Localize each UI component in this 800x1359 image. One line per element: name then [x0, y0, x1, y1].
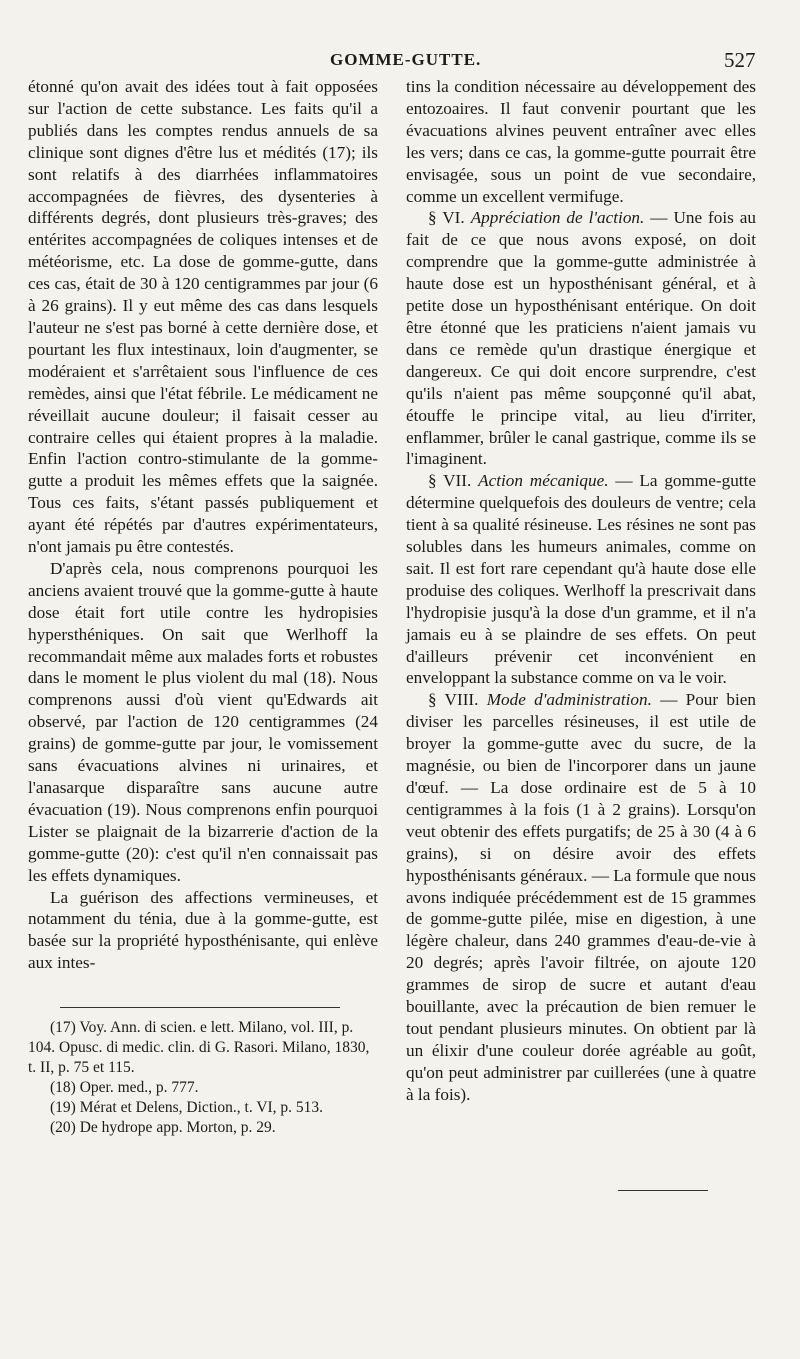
section-title: Appréciation de l'action. — [470, 208, 645, 228]
paragraph: étonné qu'on avait des idées tout à fait opposées sur l'action de cette substance. Les faits qu'il a publiés dans les comptes rendus annuels de sa clinique sont dignes d'être lus et médités (17); ils sont relatifs à des diarrhées inflammatoires accompagnées de fièvres, des dysenteries à différents degrés, dont plusieurs très-graves; des entérites accompagnées de coliques intenses et de météorisme, etc. La dose de gomme-gutte, dans ces cas, était de 30 à 120 centigrammes par jour (6 à 26 grains). Il y eut même des cas dans lesquels l'auteur ne s'est pas borné à cette dernière dose, et pourtant les flux intestinaux, loin d'augmenter, se modéraient et s'arrêtaient sous l'influence de ces remèdes, ainsi que l'état fébrile. Le médicament ne réveillait aucune douleur; il faisait cesser au contraire celles qui étaient propres à la maladie. Enfin l'action contro-stimulante de la gomme-gutte a produit les mêmes effets que la saignée. Tous ces faits, s'étant passés publiquement et ayant été répétés par d'autres expérimentateurs, n'ont jamais pu être contestés. — [28, 77, 378, 557]
section-title: Mode d'administration. — [486, 690, 652, 710]
section-vi — [406, 207, 756, 470]
page-header — [0, 48, 800, 74]
page-number: 527 — [724, 48, 756, 72]
section-text: — La gomme-gutte détermine quelquefois des douleurs de ventre; cela tient à sa qualité résineuse. Les résines ne sont pas solubles dans les humeurs animales, comme on sait. Il est fort rare cependant qu'à haute dose elle produise des coliques. Werlhoff la prescrivait dans l'hydropisie jusqu'à la dose d'un gramme, et il n'a jamais eu à se plaindre de ses effets. On peut d'ailleurs prévenir cet inconvénient en enveloppant la substance comme on va le voir. — [406, 471, 756, 688]
paragraph: tins la condition nécessaire au développement des entozoaires. Il faut convenir pourtant que les évacuations alvines peuvent entraîner avec elles les vers; dans ce cas, la gomme-gutte pourrait être envisagée, sous un point de vue secondaire, comme un excellent vermifuge. — [406, 77, 756, 206]
section-text: — Une fois au fait de ce que nous avons exposé, on doit comprendre que la gomme-gutte administrée à haute dose est un hyposthénisant général, et à petite dose un hyposthénisant entérique. On doit être étonné que les praticiens n'aient jamais vu dans ce remède qu'un drastique énergique et dangereux. Ce qui doit encore surprendre, c'est qu'ils n'aient pas même soupçonné qu'il abat, étouffe le principe vital, au lieu d'irriter, enflammer, brûler le canal gastrique, comme ils se l'imaginent. — [406, 208, 757, 469]
footnote: (17) Voy. Ann. di scien. e lett. Milano, vol. III, p. 104. Opusc. di medic. clin. di G. Rasori. Milano, 1830, t. II, p. 75 et 115. — [28, 1019, 370, 1076]
section-number: § VI. — [428, 208, 465, 228]
paragraph: D'après cela, nous comprenons pourquoi les anciens avaient trouvé que la gomme-gutte à haute dose était fort utile contre les hydropisies hypersthéniques. On sait que Werlhoff la recommandait même aux malades forts et robustes dans le moment le plus violent du mal (18). Nous comprenons aussi d'où vient qu'Edwards ait observé, par l'action de 120 centigrammes (24 grains) de gomme-gutte par jour, le vomissement sans évacuations alvines ni urinaires, et l'anasarque disparaître sans aucune autre évacuation (19). Nous comprenons enfin pourquoi Lister se plaignait de la bizarrerie d'action de la gomme-gutte (20): c'est qu'il n'en connaissait pas les effets dynamiques. — [28, 558, 378, 885]
footnote: (19) Mérat et Delens, Diction., t. VI, p. 513. — [50, 1099, 324, 1116]
section-vii — [406, 470, 756, 689]
running-title: GOMME-GUTTE. — [330, 50, 482, 69]
section-number: § VII. — [428, 471, 472, 491]
section-text: — Pour bien diviser les parcelles résineuses, il est utile de broyer la gomme-gutte avec du sucre, de la magnésie, ou bien de l'incorporer dans un jaune d'œuf. — La dose ordinaire est de 5 à 10 centigrammes à la fois (1 à 2 grains). Lorsqu'on veut obtenir des effets purgatifs; de 25 à 30 (4 à 6 grains), si on désire avoir des effets hyposthénisants généraux. — La formule que nous avons indiquée précédemment est de 15 grammes de gomme-gutte pilée, mise en digestion, à une légère chaleur, dans 240 grammes d'eau-de-vie à 20 degrés; après l'avoir filtrée, on ajoute 120 grammes de sirop de sucre et autant d'eau bouillante, avec la précaution de bien remuer le tout pendant plusieurs minutes. On obtient par là un élixir d'une couleur dorée agréable au goût, qu'on peut administrer par cuillerées (une à quatre à la fois). — [406, 690, 756, 1104]
right-column — [406, 76, 756, 1106]
section-title: Action mécanique. — [478, 471, 609, 491]
section-viii — [406, 689, 756, 1105]
left-column — [28, 76, 378, 974]
end-rule — [618, 1190, 708, 1191]
footnote: (20) De hydrope app. Morton, p. 29. — [50, 1119, 276, 1136]
section-number: § VIII. — [428, 690, 479, 710]
footnote-divider — [60, 1007, 340, 1008]
footnote: (18) Oper. med., p. 777. — [50, 1079, 199, 1096]
paragraph: La guérison des affections vermineuses, et notamment du ténia, due à la gomme-gutte, est basée sur la propriété hyposthénisante, qui enlève aux intes- — [28, 887, 378, 973]
footnotes — [28, 1018, 378, 1138]
